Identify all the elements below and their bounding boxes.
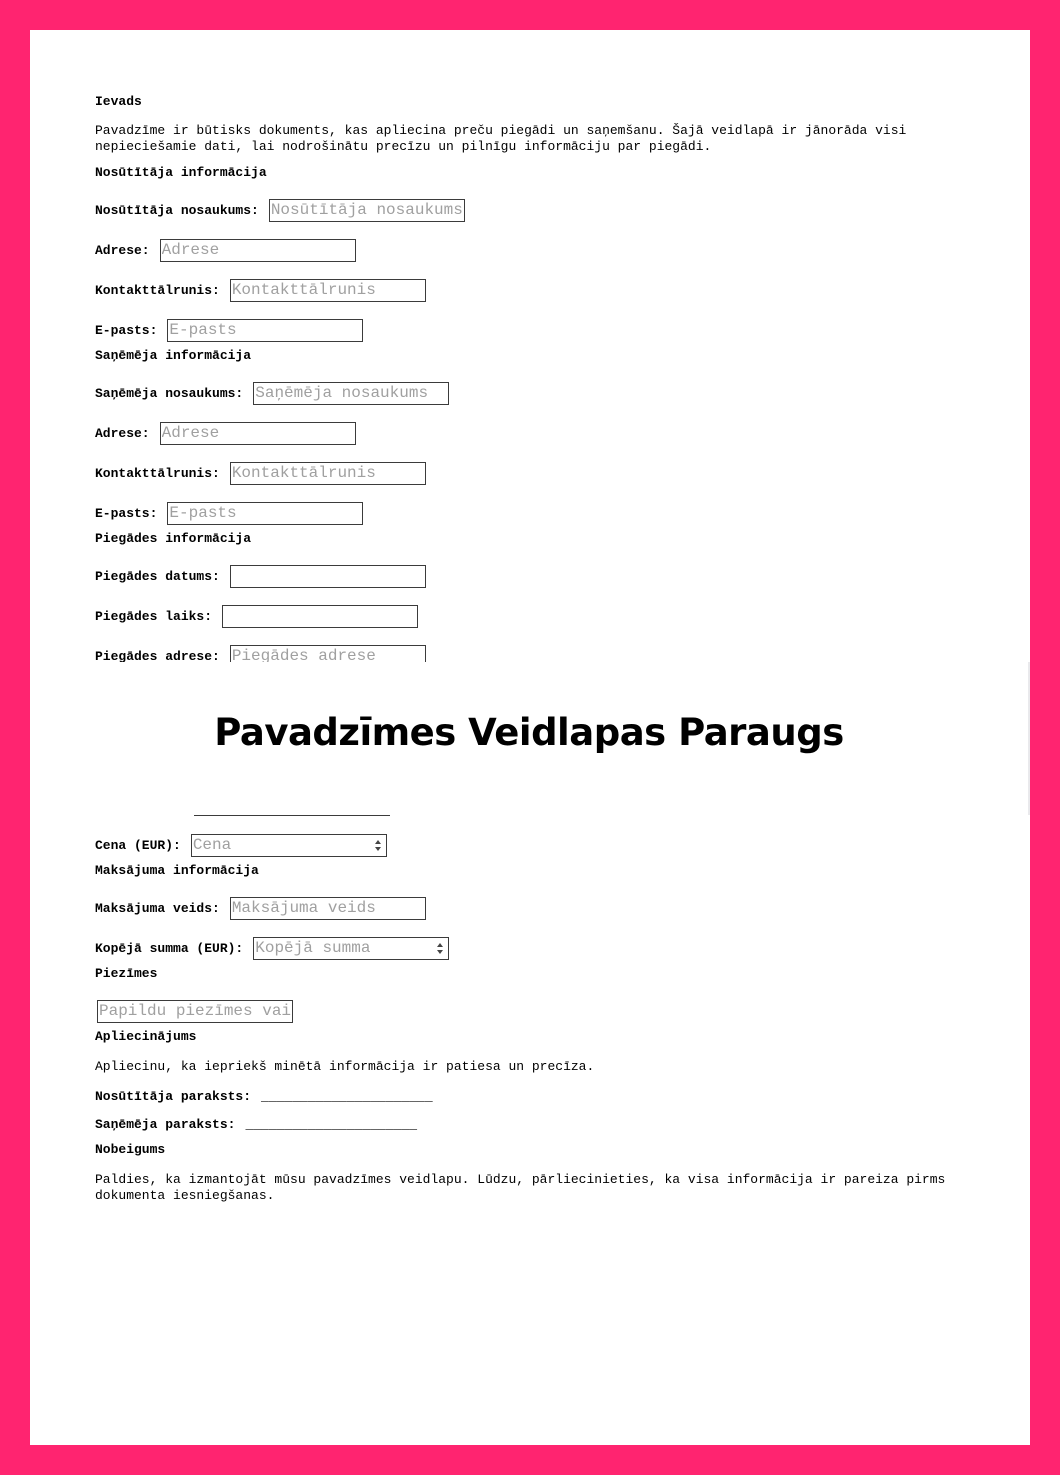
sender-phone-row xyxy=(95,278,955,302)
notes-row xyxy=(95,999,955,1023)
sender-address-input[interactable] xyxy=(160,239,356,262)
intro-heading: Ievads xyxy=(95,94,142,109)
delivery-time-row xyxy=(95,604,955,628)
goods-quantity-input-partial[interactable] xyxy=(194,815,390,816)
recipient-address-label: Adrese: xyxy=(95,425,150,441)
recipient-email-label: E-pasts: xyxy=(95,505,158,521)
total-label: Kopējā summa (EUR): xyxy=(95,940,244,956)
sender-signature-line: ______________________ xyxy=(261,1089,433,1104)
form-content-upper xyxy=(95,94,955,662)
recipient-email-row xyxy=(95,501,955,525)
delivery-address-label: Piegādes adrese: xyxy=(95,648,220,662)
recipient-phone-row xyxy=(95,461,955,485)
price-row xyxy=(95,833,955,857)
form-content-lower xyxy=(95,815,955,1204)
recipient-address-row xyxy=(95,421,955,445)
sender-heading: Nosūtītāja informācija xyxy=(95,165,267,180)
sender-address-row xyxy=(95,238,955,262)
recipient-email-input[interactable] xyxy=(167,502,363,525)
price-label: Cena (EUR): xyxy=(95,837,181,853)
intro-text: Pavadzīme ir būtisks dokuments, kas apliecina preču piegādi un saņemšanu. Šajā veidlapā ir jānorāda visi nepieciešamie dati, lai nodrošinātu precīzu un pilnīgu informāciju par piegādi. xyxy=(95,123,907,154)
payment-method-row xyxy=(95,896,955,920)
document-page xyxy=(30,30,1030,1445)
title-band xyxy=(30,662,1030,815)
conclusion-heading: Nobeigums xyxy=(95,1142,166,1157)
total-input[interactable] xyxy=(253,937,449,960)
form-pane-lower xyxy=(30,815,1030,1445)
delivery-time-label: Piegādes laiks: xyxy=(95,608,213,624)
recipient-name-input[interactable] xyxy=(253,382,449,405)
sender-name-row xyxy=(95,198,955,222)
delivery-time-input[interactable] xyxy=(222,605,418,628)
confirmation-text: Apliecinu, ka iepriekš minētā informācija ir patiesa un precīza. xyxy=(95,1059,595,1074)
delivery-date-row xyxy=(95,564,955,588)
delivery-address-input[interactable] xyxy=(230,645,426,663)
payment-method-input[interactable] xyxy=(230,897,426,920)
conclusion-text: Paldies, ka izmantojāt mūsu pavadzīmes veidlapu. Lūdzu, pārliecinieties, ka visa informācija ir pareiza pirms dokumenta iesniegšanas. xyxy=(95,1172,946,1203)
recipient-address-input[interactable] xyxy=(160,422,356,445)
total-row xyxy=(95,936,955,960)
confirmation-heading: Apliecinājums xyxy=(95,1029,197,1044)
recipient-heading: Saņēmēja informācija xyxy=(95,348,252,363)
recipient-phone-label: Kontakttālrunis: xyxy=(95,465,220,481)
price-number-field xyxy=(191,834,387,857)
sender-phone-label: Kontakttālrunis: xyxy=(95,282,220,298)
sender-signature-label: Nosūtītāja paraksts: xyxy=(95,1089,252,1104)
sender-email-label: E-pasts: xyxy=(95,322,158,338)
payment-method-label: Maksājuma veids: xyxy=(95,900,220,916)
sender-name-input[interactable] xyxy=(269,199,465,222)
document-title: Pavadzīmes Veidlapas Paraugs xyxy=(214,711,844,754)
recipient-signature-line: ______________________ xyxy=(245,1117,418,1132)
notes-textarea[interactable] xyxy=(97,1000,293,1023)
sender-email-input[interactable] xyxy=(167,319,363,342)
sender-address-label: Adrese: xyxy=(95,242,150,258)
recipient-name-row xyxy=(95,381,955,405)
notes-heading: Piezīmes xyxy=(95,966,158,981)
payment-heading: Maksājuma informācija xyxy=(95,863,259,878)
sender-phone-input[interactable] xyxy=(230,279,426,302)
recipient-phone-input[interactable] xyxy=(230,462,426,485)
sender-signature-row xyxy=(95,1089,955,1104)
recipient-signature-label: Saņēmēja paraksts: xyxy=(95,1117,236,1132)
price-input[interactable] xyxy=(191,834,387,857)
form-pane-upper xyxy=(30,30,1030,662)
sender-email-row xyxy=(95,318,955,342)
delivery-date-input[interactable] xyxy=(230,565,426,588)
delivery-date-label: Piegādes datums: xyxy=(95,568,220,584)
total-number-field xyxy=(253,937,449,960)
delivery-heading: Piegādes informācija xyxy=(95,531,252,546)
delivery-address-row xyxy=(95,644,955,662)
recipient-name-label: Saņēmēja nosaukums: xyxy=(95,385,244,401)
recipient-signature-row xyxy=(95,1117,955,1132)
sender-name-label: Nosūtītāja nosaukums: xyxy=(95,202,259,218)
